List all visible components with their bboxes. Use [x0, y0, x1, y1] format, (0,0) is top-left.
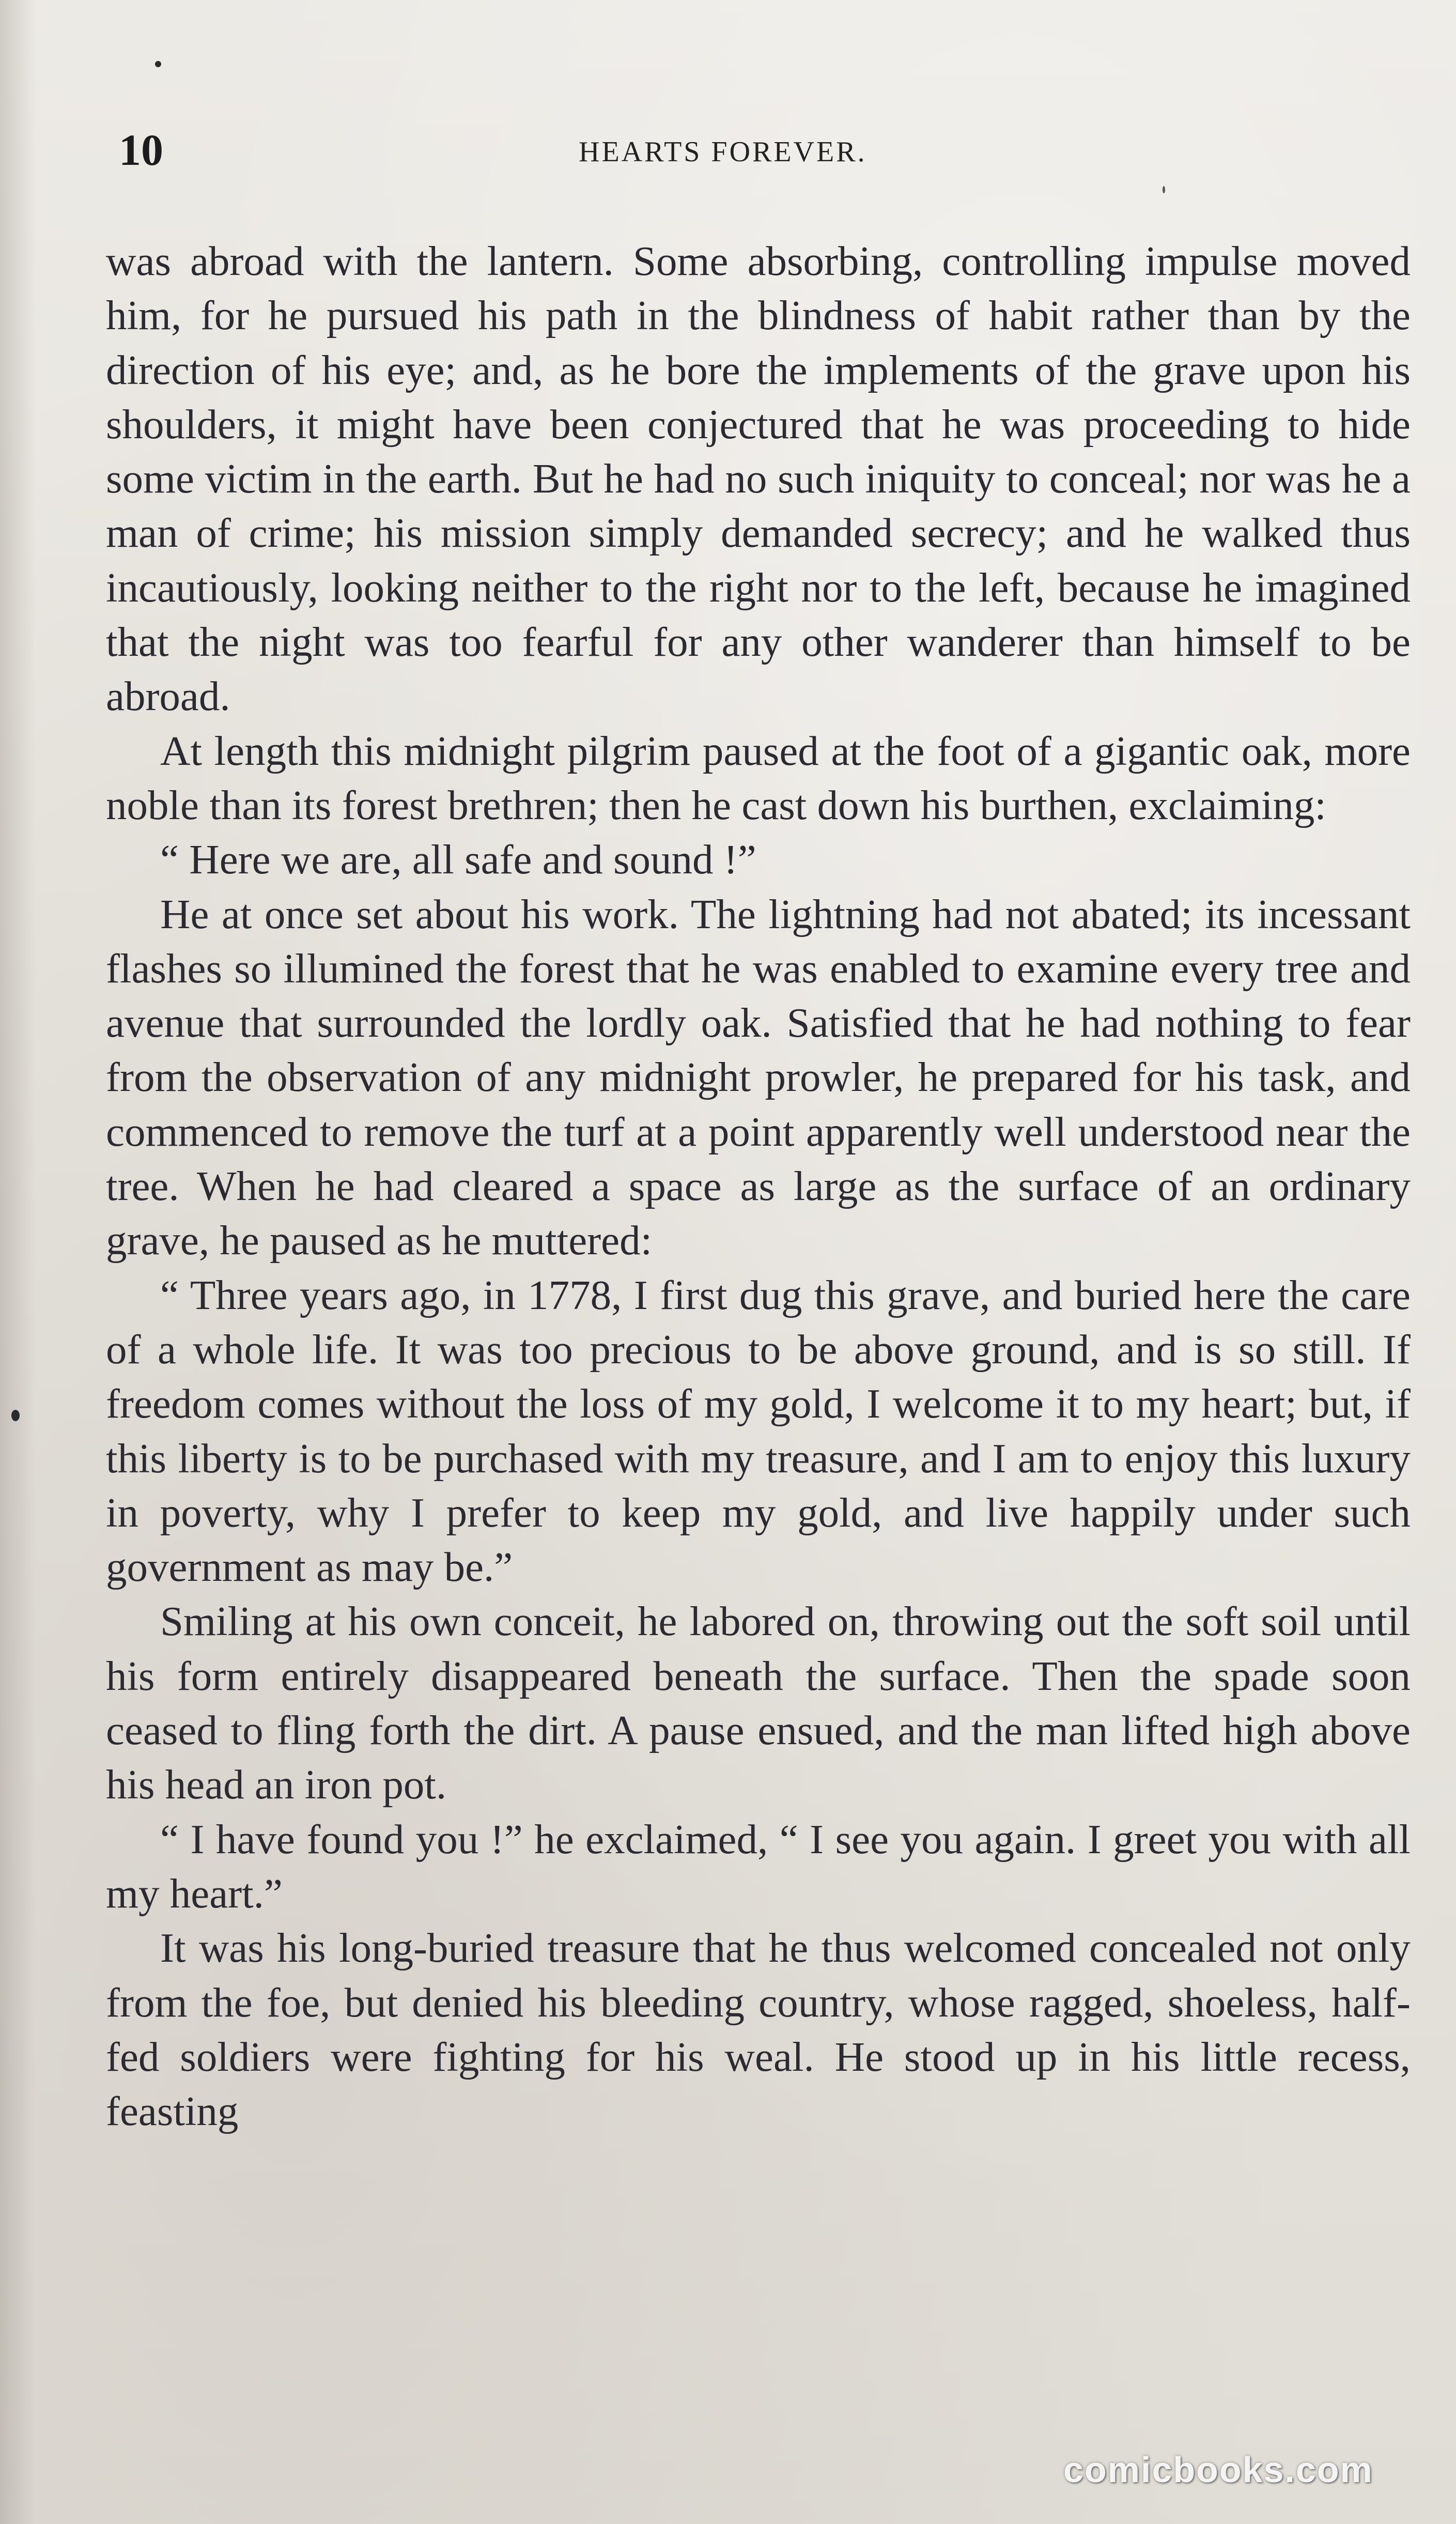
paragraph: “ Three years ago, in 1778, I first dug this grave, and buried here the care of a whole life. It was too precious to be above ground, and is so still. If freedom comes without the loss of my gold, I welcome it to my heart; but, if this liberty is to be purchased with my treasure, and I am to enjoy this luxury in poverty, why I prefer to keep my gold, and live happily under such government as may be.” — [106, 1271, 1411, 1591]
running-title: HEARTS FOREVER. — [579, 136, 867, 168]
paragraph: He at once set about his work. The lightning had not abated; its incessant flashes so illumined the forest that he was enabled to examine every tree and avenue that surrounded the lordly oak. Satisfied that he had nothing to fear from the observation of any midnight prowler, he prepared for his task, and commenced to remove the turf at a point apparently well understood near the tree. When he had cleared a space as large as the surface of an ordinary grave, he paused as he muttered: — [106, 890, 1411, 1264]
page-number: 10 — [119, 125, 163, 175]
ink-speck — [155, 61, 161, 67]
ink-speck — [1163, 186, 1165, 193]
ink-speck — [11, 1410, 20, 1421]
paragraph: At length this midnight pilgrim paused at the foot of a gigantic oak, more noble than its forest brethren; then he cast down his burthen, exclaiming: — [106, 727, 1411, 828]
page-header — [119, 124, 1378, 186]
paragraph: was abroad with the lantern. Some absorbing, controlling impulse moved him, for he pursued his path in the blindness of habit rather than by the direction of his eye; and, as he bore the implements of the grave upon his shoulders, it might have been conjectured that he was proceeding to hide some victim in the earth. But he had no such iniquity to conceal; nor was he a man of crime; his mission simply demanded secrecy; and he walked thus incautiously, looking neither to the right nor to the left, because he imagined that the night was too fearful for any other wanderer than himself to be abroad. — [106, 238, 1411, 720]
body-text — [106, 234, 1411, 2138]
paragraph: “ Here we are, all safe and sound !” — [160, 836, 756, 883]
gutter-shadow — [0, 0, 36, 2524]
paragraph: Smiling at his own conceit, he labored on, throwing out the soft soil until his form entirely disappeared beneath the surface. Then the spade soon ceased to fling forth the dirt. A pause ensued, and the man lifted high above his head an iron pot. — [106, 1598, 1411, 1808]
paragraph: “ I have found you !” he exclaimed, “ I see you again. I greet you with all my heart.” — [106, 1815, 1411, 1917]
watermark: comicbooks.com — [1063, 2450, 1373, 2490]
paragraph: It was his long-buried treasure that he thus welcomed concealed not only from the foe, but denied his bleeding country, whose ragged, shoeless, half-fed soldiers were fighting for his weal. He stood up in his little recess, feasting — [106, 1925, 1411, 2135]
